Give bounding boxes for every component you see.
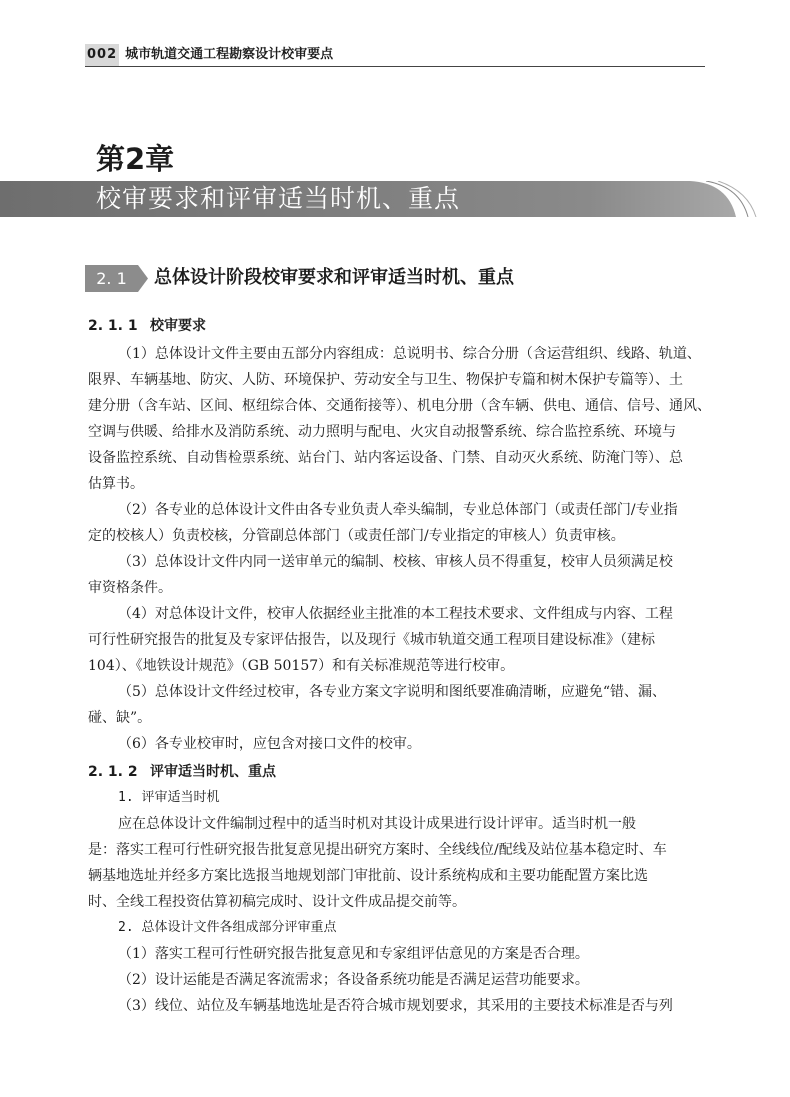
chapter-title-bar — [0, 181, 790, 217]
paragraph-line: 碰、缺”。 — [88, 710, 152, 726]
paragraph-line: （4）对总体设计文件，校审人依据经业主批准的本工程技术要求、文件组成与内容、工程 — [118, 606, 673, 622]
subsection-number: 2. 1. 2 — [88, 764, 138, 780]
paragraph-line: （5）总体设计文件经过校审，各专业方案文字说明和图纸要准确清晰，应避免“错、漏、 — [118, 684, 667, 700]
item-heading: 1. 评审适当时机 — [118, 790, 220, 805]
paragraph-line: （6）各专业校审时，应包含对接口文件的校审。 — [118, 736, 421, 752]
subsection-title: 校审要求 — [150, 318, 206, 334]
paragraph-line: 应在总体设计文件编制过程中的适当时机对其设计成果进行设计评审。适当时机一般 — [118, 816, 636, 832]
paragraph-line: 可行性研究报告的批复及专家评估报告，以及现行《城市轨道交通工程项目建设标准》（建标 — [88, 632, 655, 648]
header-rule — [85, 66, 705, 67]
paragraph-line: （1）总体设计文件主要由五部分内容组成：总说明书、综合分册（含运营组织、线路、轨道、 — [118, 346, 701, 362]
section-arrow-shape — [138, 265, 148, 292]
paragraph-line: 是：落实工程可行性研究报告批复意见提出研究方案时、全线线位/配线及站位基本稳定时、车 — [88, 842, 667, 858]
paragraph-line: 时、全线工程投资估算初稿完成时、设计文件成品提交前等。 — [88, 894, 466, 910]
section-title: 总体设计阶段校审要求和评审适当时机、重点 — [154, 267, 514, 288]
paragraph-line: （2）各专业的总体设计文件由各专业负责人牵头编制，专业总体部门（或责任部门/专业指 — [118, 502, 678, 518]
page-number: 002 — [85, 44, 119, 66]
subsection-title: 评审适当时机、重点 — [150, 764, 276, 780]
paragraph-line: 104）、《地铁设计规范》（GB 50157）和有关标准规范等进行校审。 — [88, 658, 515, 674]
paragraph-line: （3）线位、站位及车辆基地选址是否符合城市规划要求，其采用的主要技术标准是否与列 — [118, 998, 673, 1014]
paragraph-line: 定的校核人）负责校核，分管副总体部门（或责任部门/专业指定的审核人）负责审核。 — [88, 528, 625, 544]
subsection-heading-2-1-2 — [88, 759, 276, 785]
chapter-number: 第2章 — [96, 142, 175, 176]
item-heading: 2. 总体设计文件各组成部分评审重点 — [118, 920, 337, 935]
running-header — [85, 44, 705, 66]
paragraph-line: 设备监控系统、自动售检票系统、站台门、站内客运设备、门禁、自动灭火系统、防淹门等）、总 — [88, 450, 683, 466]
paragraph-line: 审资格条件。 — [88, 580, 172, 596]
paragraph-line: （1）落实工程可行性研究报告批复意见和专家组评估意见的方案是否合理。 — [118, 946, 589, 962]
subsection-heading-2-1-1 — [88, 313, 206, 339]
paragraph-line: 限界、车辆基地、防灾、人防、环境保护、劳动安全与卫生、物保护专篇和树木保护专篇等）、土 — [88, 372, 683, 388]
paragraph-line: （3）总体设计文件内同一送审单元的编制、校核、审核人员不得重复，校审人员须满足校 — [118, 554, 673, 570]
paragraph-line: 辆基地选址并经多方案比选报当地规划部门审批前、设计系统构成和主要功能配置方案比选 — [88, 868, 648, 884]
paragraph-line: （2）设计运能是否满足客流需求；各设备系统功能是否满足运营功能要求。 — [118, 972, 589, 988]
section-number: 2. 1 — [85, 265, 138, 292]
paragraph-line: 空调与供暖、给排水及消防系统、动力照明与配电、火灾自动报警系统、综合监控系统、环境与 — [88, 424, 676, 440]
paragraph-line: 建分册（含车站、区间、枢纽综合体、交通衔接等）、机电分册（含车辆、供电、通信、信号、通风、 — [88, 398, 711, 414]
chapter-title: 校审要求和评审适当时机、重点 — [96, 184, 461, 213]
book-title: 城市轨道交通工程勘察设计校审要点 — [125, 47, 334, 62]
paragraph-line: 估算书。 — [88, 476, 144, 492]
subsection-number: 2. 1. 1 — [88, 318, 138, 334]
